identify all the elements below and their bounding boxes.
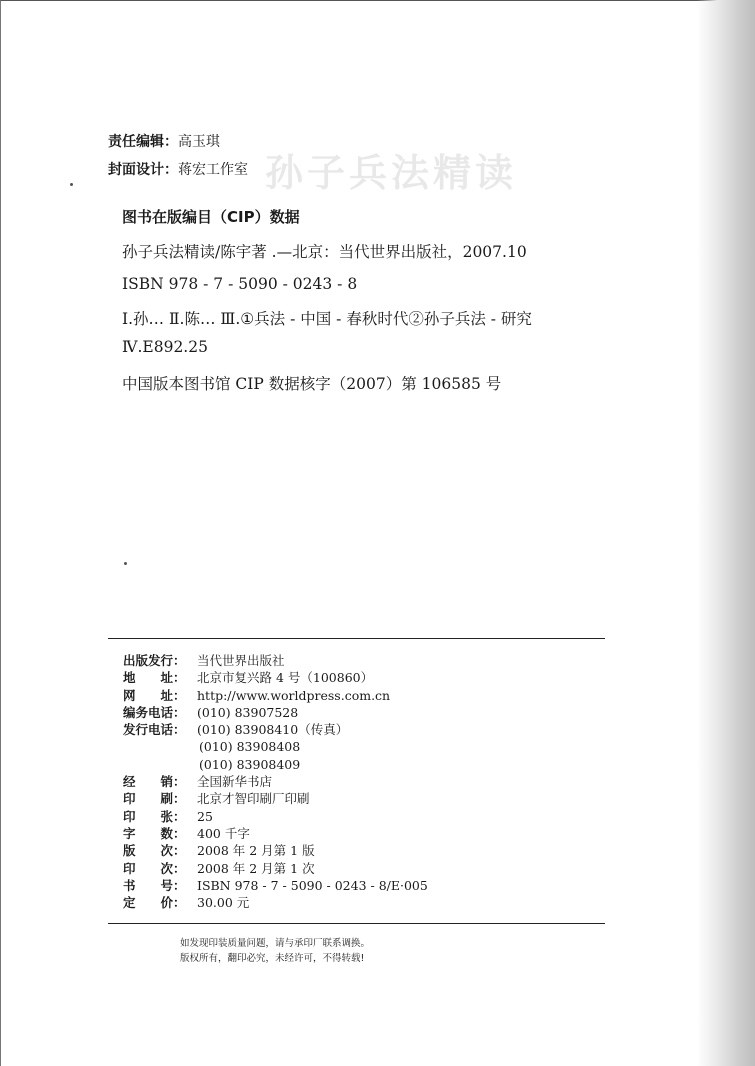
publication-row (123, 877, 428, 894)
publication-row (123, 808, 428, 825)
publication-row-label: 出版发行： (123, 653, 186, 668)
notice-line-2: 版权所有，翻印必究，未经许可，不得转载! (180, 953, 365, 964)
show-through-title: 孙子兵法精读 (265, 151, 518, 195)
cip-title-line: 孙子兵法精读/陈宇著 .—北京：当代世界出版社，2007.10 (122, 243, 527, 261)
editor-value: 高玉琪 (178, 134, 220, 150)
publication-row-label: 网 址： (123, 687, 186, 703)
publication-row (123, 773, 428, 790)
cover-design-credit (108, 159, 248, 179)
publication-row-label: 地 址： (123, 670, 186, 686)
publication-row-value: 北京市复兴路 4 号（100860） (197, 670, 374, 686)
publication-row (123, 652, 428, 669)
publication-row (123, 790, 428, 807)
cip-isbn-line: ISBN 978 - 7 - 5090 - 0243 - 8 (122, 275, 358, 293)
publication-row-label: 定 价： (123, 895, 186, 911)
publication-row (123, 738, 428, 755)
editor-credit (108, 131, 220, 151)
copyright-notice (180, 936, 370, 966)
colophon-top-rule (108, 638, 605, 639)
cip-classification-line: Ⅳ.E892.25 (122, 338, 208, 356)
publication-row-label: 印 次： (123, 860, 186, 876)
cip-heading: 图书在版编目（CIP）数据 (122, 208, 300, 226)
publication-row (123, 721, 428, 738)
publication-row-value: 400 千字 (197, 825, 250, 841)
publication-row-value: (010) 83908410（传真） (197, 722, 349, 738)
publication-row-value: (010) 83907528 (197, 704, 299, 720)
publication-row-value: 2008 年 2 月第 1 次 (197, 860, 315, 876)
publication-row (123, 669, 428, 686)
publication-row (123, 825, 428, 842)
publication-row-label: 编务电话： (123, 704, 186, 720)
publication-row-value: 30.00 元 (197, 895, 250, 911)
publication-row-label: 经 销： (123, 774, 186, 790)
cover-design-label: 封面设计： (108, 162, 178, 178)
publication-row-label: 印 张： (123, 808, 186, 824)
publication-row (123, 842, 428, 859)
publication-row-value: (010) 83908409 (199, 756, 301, 772)
cip-record-number-line: 中国版本图书馆 CIP 数据核字（2007）第 106585 号 (122, 375, 502, 393)
scan-speck (124, 562, 127, 565)
publication-row-label: 字 数： (123, 825, 186, 841)
publication-row-label: 版 次： (123, 843, 186, 859)
publication-row-value: 当代世界出版社 (197, 653, 285, 668)
publication-row (123, 687, 428, 704)
publication-row-label: 印 刷： (123, 791, 186, 807)
publication-row-value: (010) 83908408 (199, 739, 301, 755)
publication-row (123, 860, 428, 877)
publication-row-value: http://www.worldpress.com.cn (197, 687, 391, 703)
cover-design-value: 蒋宏工作室 (178, 162, 248, 178)
publication-row-value: 2008 年 2 月第 1 版 (197, 843, 315, 859)
editor-label: 责任编辑： (108, 134, 178, 150)
publication-row-label: 发行电话： (123, 722, 186, 738)
scan-speck (70, 183, 73, 186)
publication-row (123, 894, 428, 911)
publication-row (123, 704, 428, 721)
publication-row-value: ISBN 978 - 7 - 5090 - 0243 - 8/E·005 (197, 877, 428, 893)
publication-row (123, 756, 428, 773)
publication-row-value: 北京才智印刷厂印刷 (197, 791, 310, 807)
publication-details (123, 652, 428, 911)
publication-row-label: 书 号： (123, 877, 186, 893)
cip-subject-line: Ⅰ.孙… Ⅱ.陈… Ⅲ.①兵法 - 中国 - 春秋时代②孙子兵法 - 研究 (122, 310, 532, 328)
scan-edge-shadow (697, 0, 755, 1066)
notice-line-1: 如发现印装质量问题，请与承印厂联系调换。 (180, 938, 371, 949)
publication-row-value: 全国新华书店 (197, 774, 273, 790)
publication-row-value: 25 (197, 808, 213, 824)
colophon-bottom-rule (108, 923, 605, 924)
